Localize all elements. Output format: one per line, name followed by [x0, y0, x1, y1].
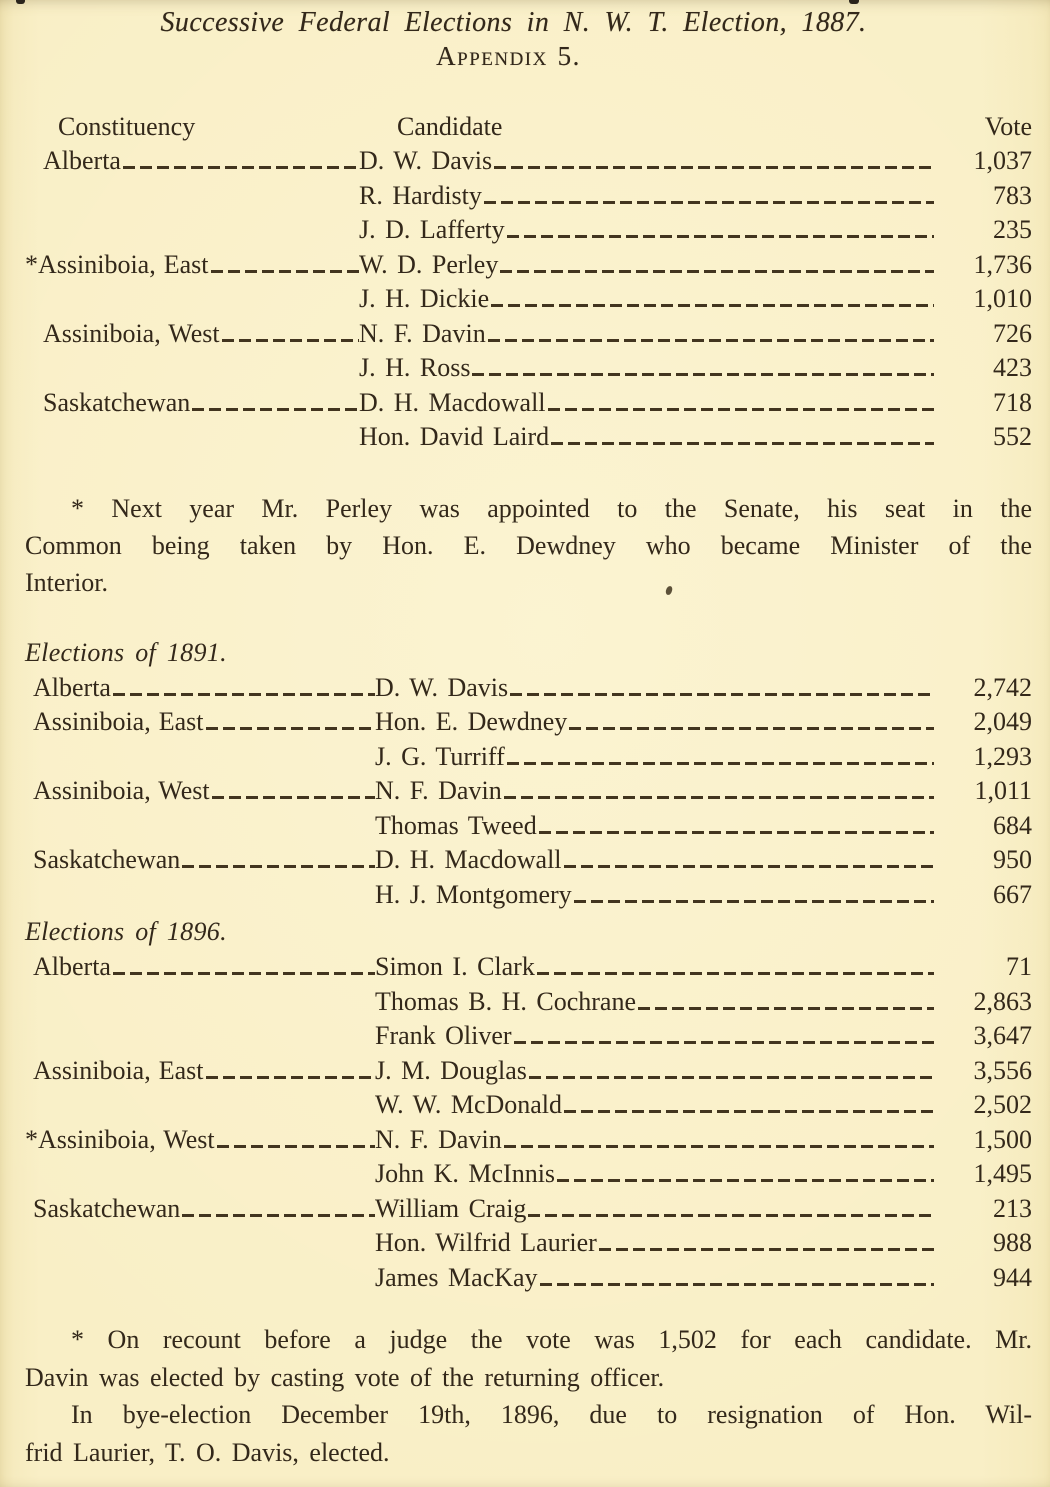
dash-leader: [472, 373, 934, 376]
vote-value: 1,011: [974, 776, 1032, 805]
constituency-cell: [25, 774, 375, 807]
table-row: [25, 671, 1032, 706]
table-row: [25, 1226, 1032, 1261]
dash-leader: [548, 408, 934, 411]
candidate-header-cell: [359, 110, 934, 143]
constituency-label: *Assiniboia, East: [25, 249, 209, 279]
vote-value: 988: [993, 1228, 1032, 1257]
candidate-cell: [375, 1226, 934, 1259]
dash-leader: [504, 796, 934, 799]
dash-leader: [217, 1145, 375, 1148]
constituency-label: Saskatchewan: [43, 387, 191, 417]
constituency-label: Assiniboia, West: [43, 318, 220, 348]
candidate-cell: [375, 950, 934, 983]
dash-leader: [206, 1076, 376, 1079]
candidate-name: James MacKay: [375, 1262, 538, 1292]
footnote-line: frid Laurier, T. O. Davis, elected.: [25, 1437, 390, 1467]
dash-leader: [537, 972, 934, 975]
candidate-name: Hon. Wilfrid Laurier: [375, 1228, 597, 1257]
table-row: [25, 950, 1032, 985]
scan-artifact-speck: [849, 0, 859, 4]
dash-leader: [500, 270, 934, 273]
dash-leader: [206, 727, 376, 730]
dash-leader: [488, 339, 934, 342]
vote-value: 423: [993, 353, 1032, 382]
constituency-cell: [25, 386, 359, 419]
vote-value: 1,736: [973, 249, 1032, 279]
dash-leader: [211, 270, 360, 273]
footnote-line: * On recount before a judge the vote was 1,502 for each candidate. Mr.: [71, 1325, 1032, 1354]
candidate-name: J. H. Dickie: [359, 284, 490, 313]
vote-value: 213: [993, 1193, 1032, 1223]
candidate-name: Frank Oliver: [375, 1021, 512, 1050]
dash-leader: [539, 831, 934, 834]
candidate-name: R. Hardisty: [359, 180, 482, 210]
candidate-cell: [359, 351, 934, 384]
candidate-name: N. F. Davin: [359, 318, 486, 348]
constituency-label: Alberta: [33, 672, 111, 702]
candidate-cell: [375, 1088, 934, 1121]
constituency-cell: [25, 671, 375, 704]
dash-leader: [491, 304, 934, 307]
candidate-cell: [375, 1054, 934, 1087]
vote-value: 1,293: [973, 741, 1032, 771]
table-row: [25, 1088, 1032, 1123]
table-row: [25, 248, 1032, 283]
candidate-cell: [359, 179, 934, 212]
table-row: [25, 420, 1032, 455]
dash-leader: [113, 693, 375, 696]
vote-value: 2,863: [973, 986, 1032, 1016]
vote-value: 1,500: [973, 1124, 1032, 1154]
dash-leader: [192, 408, 359, 411]
dash-leader: [182, 865, 375, 868]
constituency-label: Assiniboia, West: [33, 776, 210, 805]
candidate-name: D. W. Davis: [359, 146, 493, 175]
vote-value: 1,495: [973, 1159, 1032, 1188]
dash-leader: [638, 1007, 934, 1010]
constituency-cell: [25, 317, 359, 350]
vote-value: 2,049: [973, 707, 1032, 736]
candidate-cell: [375, 809, 934, 842]
scan-artifact-speck: [16, 0, 25, 4]
candidate-cell: [359, 248, 934, 281]
candidate-name: H. J. Montgomery: [375, 879, 572, 909]
constituency-cell: [25, 843, 375, 876]
table-row: [25, 179, 1032, 214]
vote-value: 950: [993, 845, 1032, 874]
appendix-heading: Appendix 5.: [436, 41, 581, 71]
candidate-cell: [375, 705, 934, 738]
table-row: [25, 1192, 1032, 1227]
candidate-name: Hon. E. Dewdney: [375, 707, 568, 736]
vote-value: 667: [993, 879, 1032, 909]
constituency-cell: [25, 144, 359, 177]
vote-value: 71: [1006, 952, 1032, 981]
table-header-row: [25, 110, 1032, 144]
candidate-name: Simon I. Clark: [375, 952, 535, 981]
candidate-name: D. H. Macdowall: [375, 845, 562, 874]
vote-value: 1,037: [973, 146, 1032, 175]
constituency-header-cell: [25, 110, 359, 143]
table-row: [25, 1019, 1032, 1054]
candidate-name: William Craig: [375, 1193, 527, 1223]
election-table-1887: [25, 110, 1032, 455]
table-row: [25, 878, 1032, 913]
table-row: [25, 1157, 1032, 1192]
candidate-cell: [375, 985, 934, 1018]
candidate-name: D. H. Macdowall: [359, 387, 546, 417]
table-body-1891: [25, 671, 1032, 913]
constituency-cell: [25, 248, 359, 281]
footnote-1887: [25, 490, 1032, 601]
vote-value: 783: [993, 180, 1032, 210]
election-table-1896: [25, 950, 1032, 1295]
table-row: [25, 351, 1032, 386]
vote-column-header: Vote: [984, 112, 1032, 141]
dash-leader: [484, 201, 934, 204]
section-heading-1896: Elections of 1896.: [25, 917, 227, 946]
section-heading-1891: Elections of 1891.: [25, 637, 227, 667]
dash-leader: [507, 235, 934, 238]
candidate-name: N. F. Davin: [375, 776, 502, 805]
candidate-cell: [375, 1019, 934, 1052]
table-row: [25, 774, 1032, 809]
vote-value: 944: [993, 1262, 1032, 1292]
constituency-label: Assiniboia, East: [33, 1055, 204, 1085]
dash-leader: [557, 1179, 934, 1182]
constituency-label: *Assiniboia, West: [25, 1124, 215, 1154]
candidate-cell: [375, 878, 934, 911]
vote-value: 1,010: [973, 284, 1032, 313]
dash-leader: [569, 727, 934, 730]
vote-value: 2,742: [973, 672, 1032, 702]
candidate-cell: [359, 317, 934, 350]
table-row: [25, 985, 1032, 1020]
dash-leader: [574, 900, 934, 903]
constituency-cell: [25, 950, 375, 983]
vote-value: 684: [993, 810, 1032, 840]
dash-leader: [507, 762, 934, 765]
table-body-1887: [25, 144, 1032, 455]
table-row: [25, 1123, 1032, 1158]
constituency-column-header: Constituency: [58, 112, 196, 141]
dash-leader: [123, 166, 359, 169]
footnote-line: Davin was elected by casting vote of the returning officer.: [25, 1362, 665, 1392]
candidate-name: D. W. Davis: [375, 672, 509, 702]
dash-leader: [529, 1076, 934, 1079]
table-row: [25, 705, 1032, 740]
candidate-name: W. D. Perley: [359, 249, 499, 279]
dash-leader: [510, 693, 934, 696]
candidate-cell: [375, 843, 934, 876]
constituency-label: Alberta: [43, 146, 121, 175]
constituency-label: Alberta: [33, 952, 111, 981]
dash-leader: [564, 1110, 934, 1113]
constituency-cell: [25, 1192, 375, 1225]
candidate-cell: [375, 1192, 934, 1225]
vote-value: 3,647: [973, 1021, 1032, 1050]
footnote-line: Common being taken by Hon. E. Dewdney who became Minister of the: [25, 530, 1032, 560]
candidate-name: John K. McInnis: [375, 1159, 556, 1188]
candidate-cell: [375, 671, 934, 704]
dash-leader: [504, 1145, 934, 1148]
dash-leader: [494, 166, 934, 169]
table-body-1896: [25, 950, 1032, 1295]
candidate-column-header: Candidate: [397, 112, 503, 141]
dash-leader: [182, 1214, 375, 1217]
candidate-name: Thomas B. H. Cochrane: [375, 986, 637, 1016]
dash-leader: [528, 1214, 934, 1217]
dash-leader: [551, 442, 934, 445]
footnote-line: In bye-election December 19th, 1896, due to resignation of Hon. Wil-: [71, 1400, 1032, 1429]
table-row: [25, 1054, 1032, 1089]
constituency-cell: [25, 1123, 375, 1156]
table-row: [25, 144, 1032, 179]
vote-value: 726: [993, 318, 1032, 348]
constituency-cell: [25, 1054, 375, 1087]
candidate-name: W. W. McDonald: [375, 1090, 563, 1119]
table-row: [25, 1261, 1032, 1296]
vote-value: 552: [993, 422, 1032, 451]
document-title: Successive Federal Elections in N. W. T. Election, 1887.: [160, 7, 867, 38]
candidate-cell: [359, 213, 934, 246]
candidate-cell: [359, 144, 934, 177]
table-row: [25, 386, 1032, 421]
table-row: [25, 809, 1032, 844]
dash-leader: [564, 865, 934, 868]
candidate-name: Hon. David Laird: [359, 422, 550, 451]
dash-leader: [540, 1283, 934, 1286]
candidate-cell: [375, 740, 934, 773]
candidate-cell: [375, 1123, 934, 1156]
candidate-name: N. F. Davin: [375, 1124, 502, 1154]
footnote-line: * Next year Mr. Perley was appointed to the Senate, his seat in the: [71, 493, 1032, 523]
candidate-name: Thomas Tweed: [375, 810, 537, 840]
candidate-cell: [375, 1157, 934, 1190]
dash-leader: [113, 972, 375, 975]
table-row: [25, 740, 1032, 775]
candidate-name: J. H. Ross: [359, 353, 471, 382]
candidate-cell: [359, 282, 934, 315]
dash-leader: [222, 339, 359, 342]
table-row: [25, 282, 1032, 317]
footnote-line: Interior.: [25, 567, 109, 597]
candidate-cell: [375, 774, 934, 807]
candidate-cell: [359, 420, 934, 453]
dash-leader: [599, 1248, 934, 1251]
dash-leader: [514, 1041, 934, 1044]
table-row: [25, 843, 1032, 878]
candidate-name: J. M. Douglas: [375, 1055, 527, 1085]
constituency-label: Saskatchewan: [33, 1193, 181, 1223]
constituency-label: Saskatchewan: [33, 845, 181, 874]
vote-value: 235: [993, 215, 1032, 244]
candidate-cell: [359, 386, 934, 419]
vote-value: 718: [993, 387, 1032, 417]
candidate-name: J. G. Turriff: [375, 741, 505, 771]
vote-value: 3,556: [973, 1055, 1032, 1085]
candidate-name: J. D. Lafferty: [359, 215, 505, 244]
dash-leader: [212, 796, 375, 799]
constituency-cell: [25, 705, 375, 738]
vote-value: 2,502: [973, 1090, 1032, 1119]
constituency-label: Assiniboia, East: [33, 707, 204, 736]
table-row: [25, 317, 1032, 352]
candidate-cell: [375, 1261, 934, 1294]
footnote-1896: [25, 1321, 1032, 1471]
election-table-1891: [25, 671, 1032, 913]
table-row: [25, 213, 1032, 248]
